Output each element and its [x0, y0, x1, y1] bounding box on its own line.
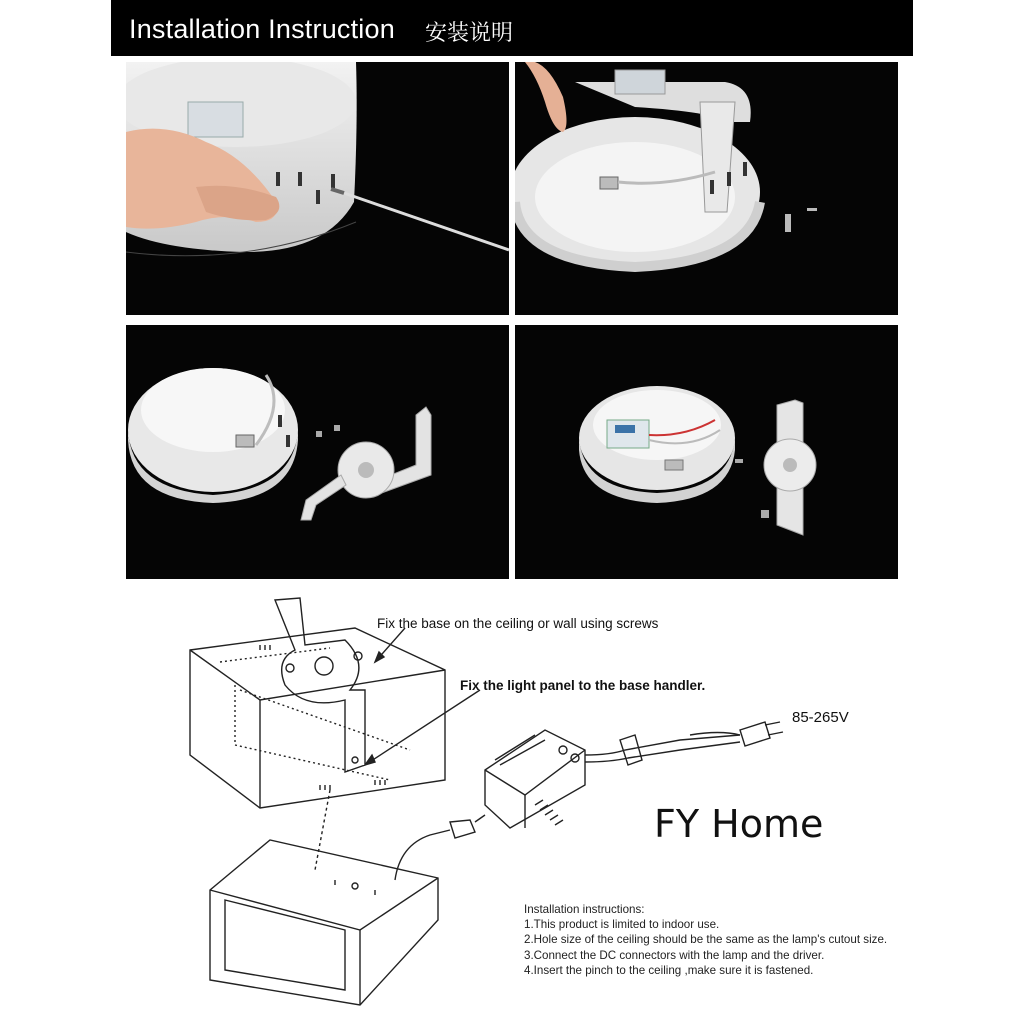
driver-and-bracket-photo [515, 325, 898, 579]
brand-watermark: FY Home [654, 802, 824, 846]
note-item: 3.Connect the DC connectors with the lamp and the driver. [524, 948, 825, 962]
installation-notes [524, 902, 887, 978]
note-item: 2.Hole size of the ceiling should be the same as the lamp's cutout size. [524, 933, 888, 947]
note-item: 1.This product is limited to indoor use. [524, 918, 720, 932]
note-item: 4.Insert the pinch to the ceiling ,make sure it is fastened. [524, 963, 814, 977]
header-bar [111, 0, 913, 56]
notes-heading: Installation instructions: [524, 903, 645, 916]
screwdriver-removing-base-photo [126, 62, 509, 315]
voltage-label: 85-265V [792, 709, 849, 726]
light-and-bracket-photo [126, 325, 509, 579]
fix-base-callout: Fix the base on the ceiling or wall using screws [377, 616, 659, 631]
lifting-mount-bracket-photo [515, 62, 898, 315]
page-subtitle: 安装说明 [425, 20, 514, 45]
fix-panel-callout: Fix the light panel to the base handler. [460, 678, 706, 693]
page-title: Installation Instruction [129, 14, 395, 44]
